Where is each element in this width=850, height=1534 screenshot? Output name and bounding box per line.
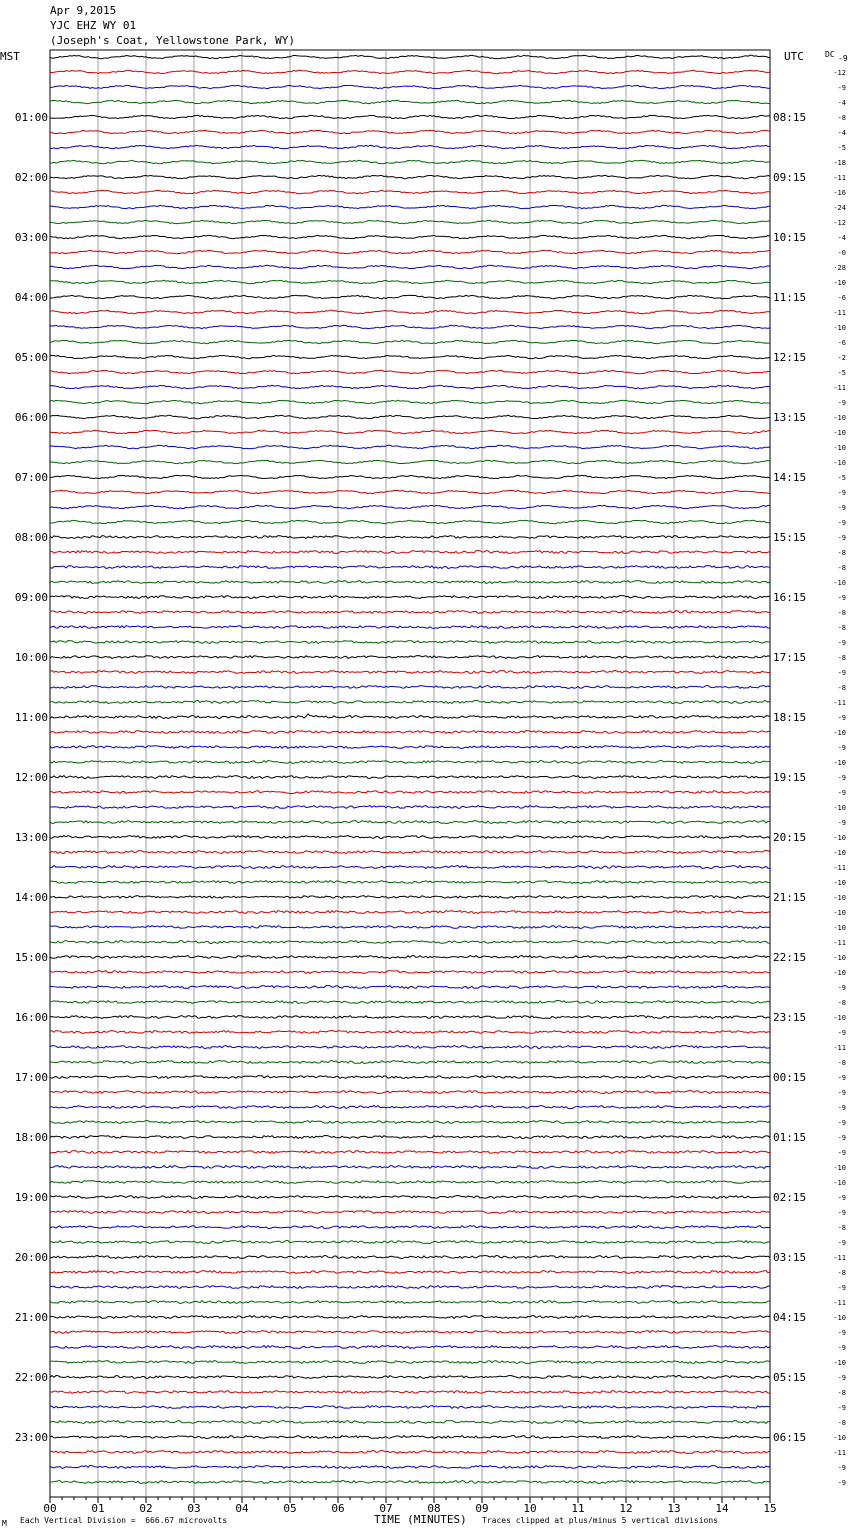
x-axis-title: TIME (MINUTES) (374, 1513, 467, 1526)
seismic-trace (50, 475, 770, 478)
dc-offset-label: -9 (837, 84, 846, 92)
seismic-trace (50, 1436, 770, 1439)
dc-offset-label: -6 (837, 294, 846, 302)
utc-hour-label: 23:15 (773, 1011, 807, 1024)
dc-offset-label: -4 (837, 129, 846, 137)
dc-offset-label: -10 (833, 459, 846, 467)
utc-hour-label: 14:15 (773, 471, 807, 484)
dc-offset-label: -10 (833, 579, 846, 587)
seismic-trace (50, 70, 770, 74)
mst-hour-label: 13:00 (14, 831, 48, 844)
dc-offset-label: -9 (837, 1104, 846, 1112)
dc-offset-label: -9 (837, 519, 846, 527)
dc-offset-label: -5 (837, 474, 846, 482)
dc-offset-label: -9 (837, 1029, 846, 1037)
dc-offset-label: -18 (833, 159, 846, 167)
seismic-trace (50, 714, 770, 719)
seismic-trace (50, 851, 770, 854)
clip-note: Traces clipped at plus/minus 5 vertical divisions (482, 1516, 719, 1525)
seismic-trace (50, 505, 770, 509)
left-timezone-label: MST (0, 50, 20, 63)
seismic-trace (50, 145, 770, 149)
seismic-trace (50, 1061, 770, 1064)
mst-hour-label: 04:00 (14, 291, 48, 304)
dc-offset-label: -10 (833, 1179, 846, 1187)
seismic-trace (50, 1406, 770, 1409)
mst-hour-label: 07:00 (14, 471, 48, 484)
dc-offset-label: -11 (833, 1299, 846, 1307)
utc-hour-label: 17:15 (773, 651, 807, 664)
seismic-trace (50, 1001, 770, 1004)
seismic-trace (50, 656, 770, 659)
utc-hour-label: 15:15 (773, 531, 807, 544)
dc-offset-label: -9 (837, 1089, 846, 1097)
utc-hour-label: 09:15 (773, 171, 807, 184)
seismic-trace (50, 1376, 770, 1379)
utc-hour-label: 05:15 (773, 1371, 807, 1384)
mst-hour-label: 17:00 (14, 1071, 48, 1084)
dc-offset-label: -10 (833, 729, 846, 737)
x-tick-label: 01 (91, 1502, 105, 1515)
dc-offset-label: -9 (837, 1239, 846, 1247)
utc-hour-label: 12:15 (773, 351, 807, 364)
seismic-trace (50, 1271, 770, 1274)
utc-hour-label: 11:15 (773, 291, 807, 304)
seismic-trace (50, 55, 770, 59)
seismic-trace (50, 686, 770, 689)
mst-hour-label: 05:00 (14, 351, 48, 364)
mst-hour-label: 19:00 (14, 1191, 48, 1204)
dc-offset-label: -9 (837, 984, 846, 992)
seismic-trace (50, 295, 770, 299)
dc-offset-label: -5 (837, 369, 846, 377)
x-tick-label: 12 (619, 1502, 633, 1515)
dc-offset-label: -10 (833, 954, 846, 962)
mst-hour-label: 14:00 (14, 891, 48, 904)
seismic-trace (50, 731, 770, 734)
seismic-trace (50, 1106, 770, 1109)
seismic-trace (50, 866, 770, 869)
dc-offset-label: -11 (833, 309, 846, 317)
seismic-trace (50, 355, 770, 359)
dc-offset-label: -4 (837, 99, 846, 107)
right-timezone-label: UTC (784, 50, 804, 63)
dc-offset-label: -9 (837, 594, 846, 602)
seismic-trace (50, 160, 770, 163)
x-tick-label: 03 (187, 1502, 201, 1515)
dc-offset-label: -6 (837, 339, 846, 347)
mst-hour-label: 06:00 (14, 411, 48, 424)
mst-hour-label: 01:00 (14, 111, 48, 124)
seismic-trace (50, 1031, 770, 1034)
dc-offset-label: -10 (833, 759, 846, 767)
dc-offset-label: -4 (837, 234, 846, 242)
dc-offset-label: -11 (833, 1449, 846, 1457)
mst-hour-label: 02:00 (14, 171, 48, 184)
dc-offset-label: -28 (833, 264, 846, 272)
utc-hour-label: 01:15 (773, 1131, 807, 1144)
dc-offset-label: -10 (833, 879, 846, 887)
dc-offset-label: -12 (833, 219, 846, 227)
seismic-trace (50, 445, 770, 449)
seismic-trace (50, 1316, 770, 1319)
seismic-trace (50, 836, 770, 839)
mst-hour-label: 10:00 (14, 651, 48, 664)
dc-offset-label: -8 (837, 1224, 846, 1232)
dc-offset-label: -8 (837, 684, 846, 692)
seismic-trace (50, 1076, 770, 1079)
dc-offset-label: -10 (833, 324, 846, 332)
dc-offset-label: -0 (837, 249, 846, 257)
dc-offset-top: -9 (838, 54, 848, 63)
dc-offset-label: -9 (837, 774, 846, 782)
seismic-trace (50, 986, 770, 989)
utc-hour-label: 04:15 (773, 1311, 807, 1324)
dc-offset-label: -24 (833, 204, 846, 212)
seismic-trace (50, 941, 770, 944)
seismic-trace (50, 430, 770, 434)
dc-offset-label: -11 (833, 174, 846, 182)
dc-offset-label: -11 (833, 1254, 846, 1262)
seismic-trace (50, 596, 770, 599)
dc-offset-label: -9 (837, 489, 846, 497)
dc-offset-label: -8 (837, 1269, 846, 1277)
seismic-trace (50, 205, 770, 208)
x-tick-label: 15 (763, 1502, 777, 1515)
dc-offset-label: -10 (833, 1434, 846, 1442)
seismic-trace (50, 896, 770, 899)
seismic-trace (50, 1196, 770, 1199)
dc-offset-label: -9 (837, 1119, 846, 1127)
dc-offset-label: -9 (837, 819, 846, 827)
seismic-trace (50, 956, 770, 959)
dc-offset-label: -12 (833, 69, 846, 77)
dc-offset-label: -9 (837, 1344, 846, 1352)
seismic-trace (50, 1361, 770, 1364)
x-tick-label: 04 (235, 1502, 249, 1515)
dc-offset-label: -9 (837, 1329, 846, 1337)
seismic-trace (50, 325, 770, 329)
dc-offset-label: -8 (837, 564, 846, 572)
seismic-trace (50, 190, 770, 194)
seismic-trace (50, 370, 770, 374)
seismic-trace (50, 1151, 770, 1154)
dc-offset-label: -11 (833, 1044, 846, 1052)
seismic-trace (50, 1046, 770, 1049)
seismic-trace (50, 175, 770, 179)
dc-offset-label: -16 (833, 189, 846, 197)
dc-offset-label: -10 (833, 849, 846, 857)
seismic-trace (50, 1241, 770, 1244)
dc-offset-label: -10 (833, 1164, 846, 1172)
seismic-trace (50, 581, 770, 584)
dc-offset-label: -9 (837, 744, 846, 752)
x-tick-label: 09 (475, 1502, 489, 1515)
utc-hour-label: 22:15 (773, 951, 807, 964)
mst-hour-label: 20:00 (14, 1251, 48, 1264)
scale-note: Each Vertical Division = 666.67 microvolts (20, 1516, 228, 1525)
seismic-trace (50, 746, 770, 749)
dc-offset-label: -9 (837, 714, 846, 722)
seismic-trace (50, 1181, 770, 1184)
dc-offset-label: -8 (837, 654, 846, 662)
utc-hour-label: 19:15 (773, 771, 807, 784)
seismic-trace (50, 1301, 770, 1304)
seismic-trace (50, 1286, 770, 1289)
seismic-trace (50, 235, 770, 239)
seismic-trace (50, 1391, 770, 1394)
dc-offset-label: -9 (837, 1149, 846, 1157)
x-tick-label: 06 (331, 1502, 345, 1515)
seismic-trace (50, 701, 770, 704)
x-tick-label: 02 (139, 1502, 153, 1515)
mst-hour-label: 09:00 (14, 591, 48, 604)
dc-offset-label: -8 (837, 999, 846, 1007)
dc-offset-label: -8 (837, 1389, 846, 1397)
dc-offset-label: -9 (837, 399, 846, 407)
dc-offset-label: -10 (833, 414, 846, 422)
seismic-trace (50, 821, 770, 824)
utc-hour-label: 02:15 (773, 1191, 807, 1204)
station-location: (Joseph's Coat, Yellowstone Park, WY) (50, 34, 296, 47)
seismic-trace (50, 1256, 770, 1259)
seismic-trace (50, 1091, 770, 1094)
x-tick-label: 11 (571, 1502, 585, 1515)
seismic-trace (50, 926, 770, 929)
dc-offset-label: -10 (833, 1359, 846, 1367)
dc-offset-label: -8 (837, 624, 846, 632)
x-tick-label: 08 (427, 1502, 441, 1515)
mst-hour-label: 18:00 (14, 1131, 48, 1144)
dc-offset-label: -9 (837, 1464, 846, 1472)
dc-offset-label: -5 (837, 144, 846, 152)
seismic-trace (50, 1331, 770, 1334)
x-tick-label: 10 (523, 1502, 537, 1515)
dc-offset-label: -9 (837, 1479, 846, 1487)
seismic-trace (50, 1211, 770, 1214)
seismic-trace (50, 1136, 770, 1139)
mst-hour-label: 08:00 (14, 531, 48, 544)
seismic-trace (50, 671, 770, 674)
seismic-trace (50, 911, 770, 914)
seismic-trace (50, 1226, 770, 1229)
seismic-trace (50, 761, 770, 764)
seismic-trace (50, 130, 770, 134)
seismic-trace (50, 1481, 770, 1484)
dc-offset-label: -9 (837, 504, 846, 512)
dc-offset-label: -9 (837, 1209, 846, 1217)
seismic-trace (50, 460, 770, 464)
mst-hour-label: 12:00 (14, 771, 48, 784)
dc-offset-label: -10 (833, 924, 846, 932)
seismic-trace (50, 415, 770, 419)
dc-offset-label: -10 (833, 444, 846, 452)
station-code: YJC EHZ WY 01 (50, 19, 137, 32)
plot-frame (50, 50, 770, 1497)
mst-hour-label: 22:00 (14, 1371, 48, 1384)
dc-offset-label: -11 (833, 939, 846, 947)
seismic-trace (50, 776, 770, 779)
mst-hour-label: 16:00 (14, 1011, 48, 1024)
seismic-trace (50, 385, 770, 389)
utc-hour-label: 10:15 (773, 231, 807, 244)
seismic-trace (50, 881, 770, 884)
dc-offset-label: -10 (833, 834, 846, 842)
utc-hour-label: 16:15 (773, 591, 807, 604)
mst-hour-label: 03:00 (14, 231, 48, 244)
plot-date: Apr 9,2015 (50, 4, 117, 17)
dc-offset-label: -10 (833, 1314, 846, 1322)
dc-offset-label: -2 (837, 354, 846, 362)
seismic-trace (50, 566, 770, 569)
dc-label: DC (825, 50, 835, 59)
seismic-trace (50, 220, 770, 224)
utc-hour-label: 18:15 (773, 711, 807, 724)
x-tick-label: 00 (43, 1502, 57, 1515)
seismic-trace (50, 791, 770, 794)
seismic-trace (50, 310, 770, 314)
dc-offset-label: -8 (837, 549, 846, 557)
seismic-trace (50, 641, 770, 644)
mst-hour-label: 15:00 (14, 951, 48, 964)
seismic-trace (50, 1121, 770, 1124)
seismic-trace (50, 806, 770, 809)
dc-offset-label: -9 (837, 1404, 846, 1412)
dc-offset-label: -8 (837, 609, 846, 617)
seismic-trace (50, 1421, 770, 1424)
dc-offset-label: -10 (833, 969, 846, 977)
seismic-trace (50, 520, 770, 524)
dc-offset-label: -9 (837, 669, 846, 677)
dc-offset-label: -9 (837, 1374, 846, 1382)
dc-offset-label: -10 (833, 429, 846, 437)
dc-offset-label: -11 (833, 384, 846, 392)
x-tick-label: 05 (283, 1502, 297, 1515)
seismic-trace (50, 551, 770, 554)
seismic-trace (50, 626, 770, 629)
mst-hour-label: 11:00 (14, 711, 48, 724)
seismic-trace (50, 1466, 770, 1469)
mst-hour-label: 21:00 (14, 1311, 48, 1324)
dc-offset-label: -9 (837, 1284, 846, 1292)
seismic-trace (50, 400, 770, 403)
dc-offset-label: -8 (837, 1059, 846, 1067)
dc-offset-label: -9 (837, 639, 846, 647)
seismic-trace (50, 1346, 770, 1349)
seismic-trace (50, 971, 770, 974)
utc-hour-label: 03:15 (773, 1251, 807, 1264)
utc-hour-label: 13:15 (773, 411, 807, 424)
utc-hour-label: 20:15 (773, 831, 807, 844)
dc-offset-label: -11 (833, 864, 846, 872)
seismic-trace (50, 115, 770, 119)
x-tick-label: 07 (379, 1502, 393, 1515)
seismic-trace (50, 340, 770, 343)
seismic-trace (50, 85, 770, 88)
dc-offset-label: -8 (837, 1419, 846, 1427)
dc-offset-label: -10 (833, 279, 846, 287)
seismic-trace (50, 490, 770, 493)
x-tick-label: 13 (667, 1502, 681, 1515)
utc-hour-label: 08:15 (773, 111, 807, 124)
dc-offset-label: -11 (833, 699, 846, 707)
utc-hour-label: 21:15 (773, 891, 807, 904)
seismic-trace (50, 265, 770, 268)
utc-hour-label: 00:15 (773, 1071, 807, 1084)
dc-offset-label: -10 (833, 804, 846, 812)
dc-offset-label: -8 (837, 114, 846, 122)
dc-offset-label: -10 (833, 909, 846, 917)
utc-hour-label: 06:15 (773, 1431, 807, 1444)
seismic-trace (50, 536, 770, 539)
mst-hour-label: 23:00 (14, 1431, 48, 1444)
dc-offset-label: -9 (837, 1194, 846, 1202)
seismic-trace (50, 250, 770, 254)
seismic-trace (50, 1451, 770, 1454)
dc-offset-label: -10 (833, 1014, 846, 1022)
footer-mark: M (2, 1519, 7, 1528)
dc-offset-label: -9 (837, 1074, 846, 1082)
dc-offset-label: -10 (833, 894, 846, 902)
seismic-trace (50, 611, 770, 614)
seismic-trace (50, 280, 770, 284)
seismic-trace (50, 1016, 770, 1019)
dc-offset-label: -9 (837, 534, 846, 542)
dc-offset-label: -9 (837, 1134, 846, 1142)
x-tick-label: 14 (715, 1502, 729, 1515)
dc-offset-label: -9 (837, 789, 846, 797)
seismic-trace (50, 1166, 770, 1169)
seismic-trace (50, 100, 770, 103)
